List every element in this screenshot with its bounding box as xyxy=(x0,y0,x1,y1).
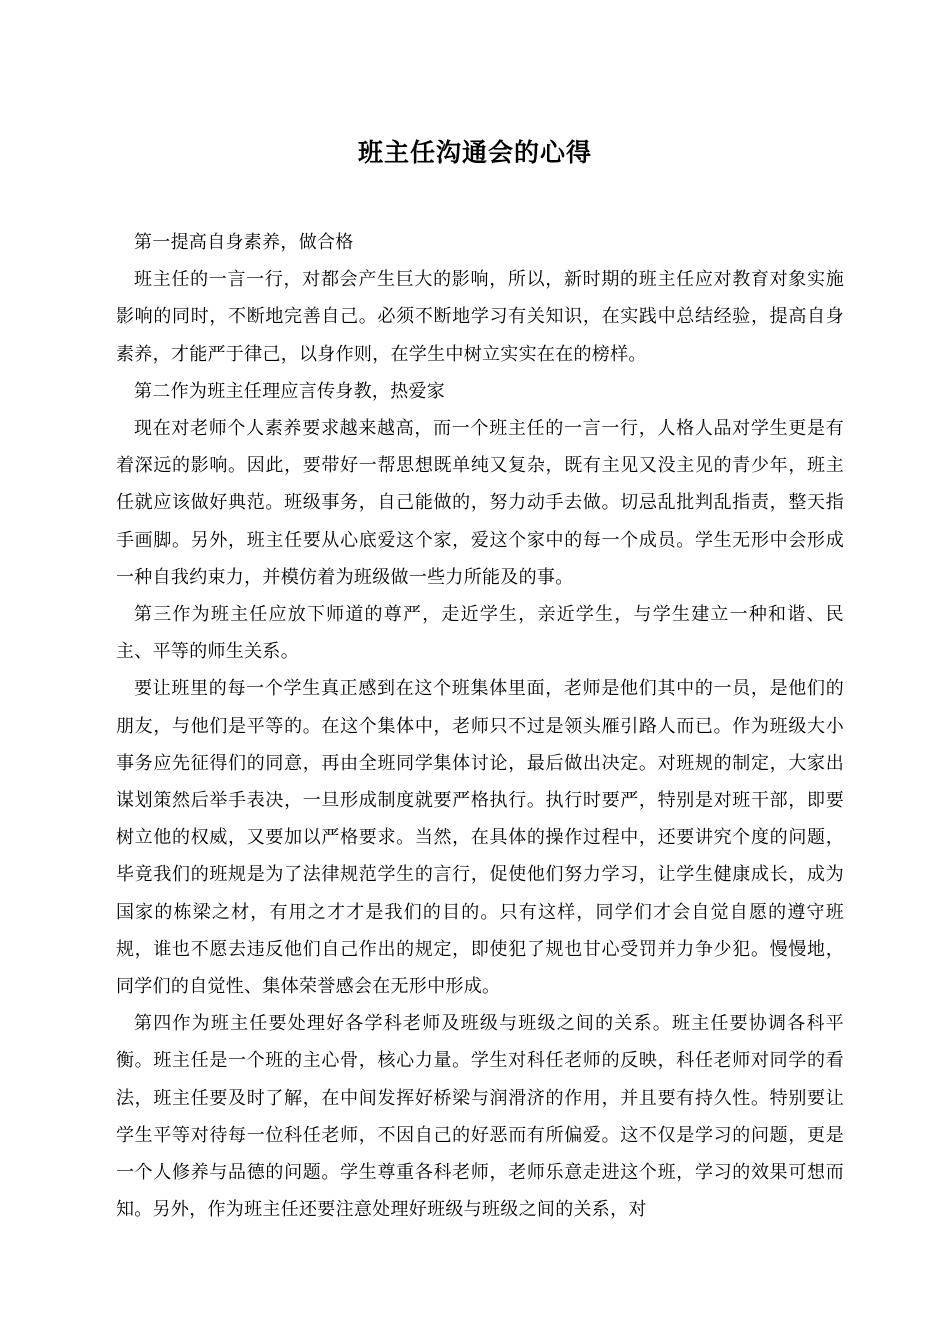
paragraph-2-heading: 第二作为班主任理应言传身教，热爱家 xyxy=(134,380,446,402)
document-title: 班主任沟通会的心得 xyxy=(357,138,592,167)
document-body xyxy=(116,224,844,1228)
paragraph-4-text: 第四作为班主任要处理好各学科老师及班级与班级之间的关系。班主任要协调各科平衡。班主任是一个班的主心骨，核心力量。学生对科任老师的反映，科任老师对同学的看法，班主任要及时了解，在中间发挥好桥梁与润滑济的作用，并且要有持久性。特别要让学生平等对待每一位科任老师，不因自己的好恶而有所偏爱。这不仅是学习的问题，更是一个人修养与品德的问题。学生尊重各科老师，老师乐意走进这个班，学习的效果可想而知。另外，作为班主任还要注意处理好班级与班级之间的关系，对 xyxy=(116,1013,844,1221)
paragraph-2-text: 现在对老师个人素养要求越来越高，而一个班主任的一言一行，人格人品对学生更是有着深远的影响。因此，要带好一帮思想既单纯又复杂，既有主见又没主见的青少年，班主任就应该做好典范。班级事务，自己能做的，努力动手去做。切忌乱批判乱指责，整天指手画脚。另外，班主任要从心底爱这个家，爱这个家中的每一个成员。学生无形中会形成一种自我约束力，并模仿着为班级做一些力所能及的事。 xyxy=(116,418,844,588)
paragraph-3-text: 要让班里的每一个学生真正感到在这个班集体里面，老师是他们其中的一员，是他们的朋友，与他们是平等的。在这个集体中，老师只不过是领头雁引路人而已。作为班级大小事务应先征得们的同意，再由全班同学集体讨论，最后做出决定。对班规的制定，大家出谋划策然后举手表决，一旦形成制度就要严格执行。执行时要严，特别是对班干部，即要树立他的权威，又要加以严格要求。当然，在具体的操作过程中，还要讲究个度的问题，毕竟我们的班规是为了法律规范学生的言行，促使他们努力学习，让学生健康成长，成为国家的栋梁之材，有用之才才是我们的目的。只有这样，同学们才会自觉自愿的遵守班规，谁也不愿去违反他们自己作出的规定，即使犯了规也甘心受罚并力争少犯。慢慢地，同学们的自觉性、集体荣誉感会在无形中形成。 xyxy=(116,678,844,998)
paragraph-3-heading: 第三作为班主任应放下师道的尊严，走近学生，亲近学生，与学生建立一种和谐、民主、平等的师生关系。 xyxy=(116,604,844,663)
paragraph-1-heading: 第一提高自身素养，做合格 xyxy=(134,232,354,253)
paragraph-1-text: 班主任的一言一行，对都会产生巨大的影响，所以，新时期的班主任应对教育对象实施影响的同时，不断地完善自己。必须不断地学习有关知识，在实践中总结经验，提高自身素养，才能严于律己，以身作则，在学生中树立实实在在的榜样。 xyxy=(116,269,844,365)
